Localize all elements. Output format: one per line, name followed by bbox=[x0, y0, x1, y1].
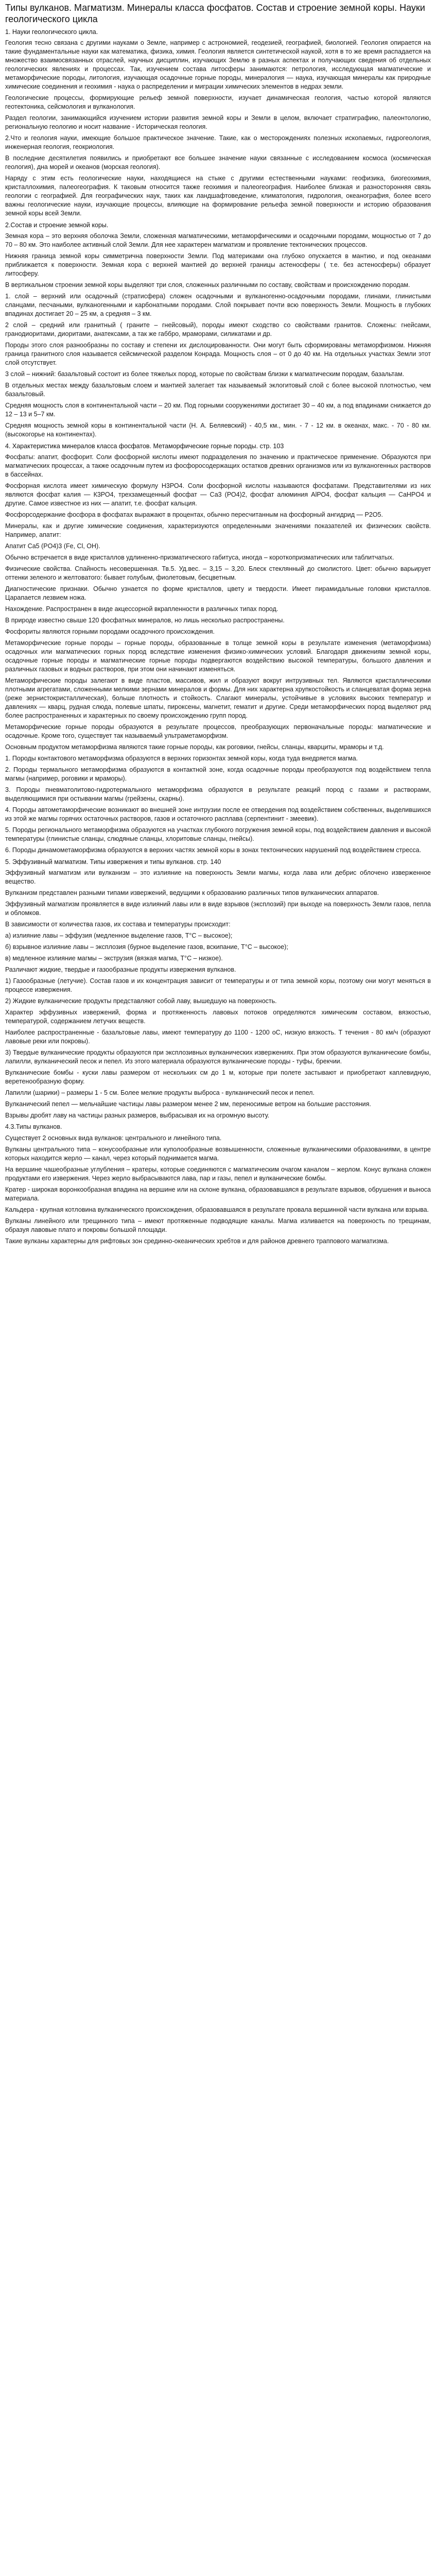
section-paragraph: в) медленное излияние магмы – экструзия (вязкая магма, Т°С – низкое). bbox=[5, 955, 223, 962]
section-paragraph: Фосфориты являются горными породами осадочного происхождения. bbox=[5, 628, 215, 635]
section-paragraph: 6. Породы динамометаморфизма образуются в верхних частях земной коры в зонах тектонических нарушений под воздействием стресса. bbox=[5, 846, 422, 854]
section-paragraph: Лапилли (шарики) – размеры 1 - 5 см. Более мелкие продукты выброса - вулканический песок и пепел. bbox=[5, 1089, 315, 1096]
document-section bbox=[5, 28, 431, 218]
section-paragraph: Физические свойства. Спайность несовершенная. Тв.5. Уд.вес. – 3,15 – 3,20. Блеск стеклянный до смолистого. Цвет: обычно варьирует оттенки зеленого и желтоватого: бывает голубым, фиолетовым, бесцветным. bbox=[5, 565, 431, 581]
section-paragraph: Минералы, как и другие химические соединения, характеризуются определенными значениями показателей их физических свойств. Например, апатит: bbox=[5, 522, 431, 538]
section-paragraph: Земная кора – это верхняя оболочка Земли, сложенная магматическими, метаморфическими и осадочными породами, мощностью от 7 до 70 – 80 км. Это наиболее активный слой Земли. Для нее характерен магматизм и проявление тектонических процессов. bbox=[5, 232, 431, 248]
section-paragraph: В последние десятилетия появились и приобретают все большее значение науки связанные с исследованием космоса (космическая геология), дна морей и океанов (морская геология). bbox=[5, 155, 431, 171]
section-heading: 5. Эффузивный магматизм. Типы извержения и типы вулканов. стр. 140 bbox=[5, 858, 221, 866]
section-paragraph: б) взрывное излияние лавы – эксплозия (бурное выделение газов, вскипание, Т°С – высокое); bbox=[5, 943, 288, 951]
section-paragraph: Нахождение. Распространен в виде акцессорной вкрапленности в различных типах пород. bbox=[5, 605, 278, 613]
section-paragraph: Геологические процессы, формирующие рельеф земной поверхности, изучает динамическая геология, частью которой являются геотектоника, сейсмология и вулканология. bbox=[5, 94, 431, 110]
section-heading: 2.Состав и строение земной коры. bbox=[5, 222, 109, 229]
section-paragraph: Обычно встречается в виде кристаллов удлиненно-призматического габитуса, иногда – короткопризматических или таблитчатых. bbox=[5, 554, 394, 561]
section-paragraph: Вулканы центрального типа – конусообразные или куполообразные возвышенности, сложенные вулканическими образованиями, в центре которых находится жерло — канал, через который поднимается магма. bbox=[5, 1146, 431, 1162]
section-paragraph: 2) Жидкие вулканические продукты представляют собой лаву, вышедшую на поверхность. bbox=[5, 997, 277, 1005]
section-paragraph: Характер эффузивных извержений, форма и протяженность лавовых потоков определяются химическим составом, вязкостью, температурой, содержанием летучих веществ. bbox=[5, 1009, 431, 1025]
section-paragraph: 2 слой – средний или гранитный ( граните – гнейсовый), породы имеют сходство со свойствами гранитов. Сложены: гнейсами, гранодиоритами, диоритами, анатексами, а так же габбро, мраморами, силикатами и др. bbox=[5, 321, 431, 337]
section-paragraph: На вершине чашеобразные углубления – кратеры, которые соединяются с магматическим очагом каналом – жерлом. Конус вулкана сложен продуктами его извержения. Через жерло выбрасываются лава, пар и газы, пепел и вулканические бомбы. bbox=[5, 1166, 431, 1182]
section-paragraph: 1. слой – верхний или осадочный (стратисфера) сложен осадочными и вулканогенно-осадочными породами, глинами, глинистыми сланцами, песчаными, вулканогенными и карбонатными породами. Слой покрывает почти всю поверхность Земли. Мощность в глубоких впадинах достигает 20 – 25 км, а средняя – 3 км. bbox=[5, 293, 431, 317]
document-body bbox=[5, 28, 431, 1246]
section-paragraph: Взрывы дробят лаву на частицы разных размеров, выбрасывая их на огромную высоту. bbox=[5, 1112, 270, 1119]
section-paragraph: 1. Породы контактового метаморфизма образуются в верхних горизонтах земной коры, когда туда внедряется магма. bbox=[5, 755, 358, 762]
document-section bbox=[5, 221, 431, 439]
section-paragraph: Породы этого слоя разнообразны по составу и степени их дислоцированности. Они могут быть сформированы метаморфизмом. Нижняя граница гранитного слоя называется сейсмической разделом Конрада. Мощность слоя – от 0 до 40 км. На отдельных участках Земли этот слой отсутствует. bbox=[5, 342, 431, 366]
section-paragraph: Наиболее распространенные - базальтовые лавы, имеют температуру до 1100 - 1200 оС, низкую вязкость. Т течения - 80 км/ч (образуют лавовые реки или покровы). bbox=[5, 1029, 431, 1045]
section-paragraph: Различают жидкие, твердые и газообразные продукты извержения вулканов. bbox=[5, 966, 236, 973]
section-paragraph: Вулканический пепел — мельчайшие частицы лавы размером менее 2 мм, переносимые ветром на большие расстояния. bbox=[5, 1100, 371, 1108]
section-heading: 4. Характеристика минералов класса фосфатов. Метаморфические горные породы. стр. 103 bbox=[5, 443, 284, 450]
section-paragraph: Вулканизм представлен разными типами извержений, ведущими к образованию различных типов вулканических аппаратов. bbox=[5, 889, 379, 896]
section-paragraph: Средняя мощность земной коры в континентальной части (Н. А. Беляевский) - 40,5 км., мин. - 7 - 12 км. в океанах, макс. - 70 - 80 км. (высокогорье на континентах). bbox=[5, 422, 431, 438]
section-paragraph: Метаморфические горные породы образуются в результате процессов, преобразующих первоначальные породы: магматические и осадочные. Кроме того, существует так называемый ультраметаморфизм. bbox=[5, 723, 431, 739]
section-paragraph: 3. Породы пневматолитово-гидротермального метаморфизма образуются в результате реакций пород с газами и растворами, выделяющимися при остывании магмы (грейзены, скарны). bbox=[5, 786, 431, 802]
section-paragraph: 3 слой – нижний: базальтовый состоит из более тяжелых пород, которые по свойствам близки к магматическим породам, базальтам. bbox=[5, 370, 405, 378]
section-paragraph: Средняя мощность слоя в континентальной части – 20 км. Под горными сооружениями достигает 30 – 40 км, а под впадинами снижается до 12 – 13 и 5–7 км. bbox=[5, 402, 431, 418]
section-paragraph: 4.3.Типы вулканов. bbox=[5, 1123, 62, 1130]
section-paragraph: Фосфорсодержание фосфора в фосфатах выражают в процентах, обычно пересчитанным на фосфорный ангидрид — Р2О5. bbox=[5, 511, 383, 518]
section-paragraph: 3) Твердые вулканические продукты образуются при эксплозивных вулканических извержениях. При этом образуются вулканические бомбы, лапилли, вулканический песок и пепел. Из этого материала образуются вулканические породы - туфы, брекчии. bbox=[5, 1049, 431, 1065]
section-paragraph: Такие вулканы характерны для рифтовых зон срединно-океанических хребтов и для районов древнего траппового магматизма. bbox=[5, 1238, 389, 1245]
document-section bbox=[5, 858, 431, 1246]
section-heading: 1. Науки геологического цикла. bbox=[5, 28, 98, 36]
section-paragraph: Геология тесно связана с другими науками о Земле, например с астрономией, геодезией, географией, биологией. Геология опирается на такие фундаментальные науки как математика, физика, химия. Геология является синтетической наукой, хотя в то же время распадается на множество взаимосвязанных отраслей, научных дисциплин, изучающих Землю в разных аспектах и получающих сведения об отдельных геологических явлениях и процессах. Так, изучением состава литосферы занимаются: петрология, исследующая магматические и метаморфические породы, литология, изучающая осадочные горные породы, минералогия — наука, изучающая минералы как природные химические соединения и геохимия - наука о распределении и миграции химических элементов в недрах земли. bbox=[5, 39, 431, 90]
document-section bbox=[5, 442, 431, 855]
section-paragraph: 2.Что и геология науки, имеющие большое практическое значение. Такие, как о месторождениях полезных ископаемых, гидрогеология, инженерная геология, геокриология. bbox=[5, 134, 431, 150]
section-paragraph: Наряду с этим есть геологические науки, находящиеся на стыке с другими естественными науками: геофизика, биогеохимия, кристаллохимия, палеогеография. К таковым относится также геохимия и палеогеография. Наиболее близкая и разносторонняя связь геологии с географией. Для географических наук, таких как ландшафтоведение, климатология, гидрология, океанография, более всего важны геологические науки, изучающие процессы, влияющие на формирование рельефа земной поверхности и историю образования земной коры всей Земли. bbox=[5, 175, 431, 217]
section-paragraph: 4. Породы автометаморфические возникают во внешней зоне интрузии после ее отвердения под воздействием собственных, выделившихся из этой же магмы горячих остаточных растворов, газов и остаточного расплава (серпентинит - змеевик). bbox=[5, 806, 431, 822]
section-paragraph: В природе известно свыше 120 фосфатных минералов, но лишь несколько распространены. bbox=[5, 617, 285, 624]
section-paragraph: Кальдера - крупная котловина вулканического происхождения, образовавшаяся в результате провала вершинной части вулкана или взрыва. bbox=[5, 1206, 429, 1213]
document-page bbox=[0, 0, 436, 1257]
section-paragraph: Кратер - широкая воронкообразная впадина на вершине или на склоне вулкана, образовавшаяся в результате взрывов, обрушения и выноса материала. bbox=[5, 1186, 431, 1202]
section-paragraph: Основным продуктом метаморфизма являются такие горные породы, как роговики, гнейсы, сланцы, кварциты, мраморы и т.д. bbox=[5, 743, 384, 751]
section-paragraph: Диагностические признаки. Обычно узнается по форме кристаллов, цвету и твердости. Имеет пирамидальные головки кристаллов. Царапается лезвием ножа. bbox=[5, 585, 431, 601]
section-paragraph: Фосфаты: апатит, фосфорит. Соли фосфорной кислоты имеют подразделения по значению и практическое применение. Образуются при магматических процессах, а также осадочным путем из фосфоросодержащих остатков древних организмов или из вулканогенных растворов в бассейнах. bbox=[5, 453, 431, 478]
section-paragraph: Апатит Ca5 (PO4)3 (Fe, Cl, OH). bbox=[5, 543, 100, 550]
section-paragraph: Вулканические бомбы - куски лавы размером от нескольких см до 1 м, которые при полете застывают и приобретают каплевидную, веретенообразную форму. bbox=[5, 1069, 431, 1085]
section-paragraph: Нижняя граница земной коры симметрична поверхности Земли. Под материками она глубоко опускается в мантию, и под океанами приближается к поверхности. Земная кора с верхней мантией до верхней границы астеносферы ( т.е. без астеносферы) образует литосферу. bbox=[5, 252, 431, 277]
section-paragraph: Метаморфические породы залегают в виде пластов, массивов, жил и образуют вокруг интрузивных тел. Являются кристаллическими плотными агрегатами, сложенными мелкими зернами минералов и формы. Для них характерна хрупкостойкость и сланцеватая форма зерна (реже зернистокристаллическая), больше плотность и стойкость. Слагают минералы, устойчивые в условиях высоких температур и давлениях — кварц, рудная слюда, полевые шпаты, пироксены, магнетит, гематит и другие. Среди метаморфических пород выделяют ряд более распространенных и характерных по своему происхождению групп пород. bbox=[5, 677, 431, 719]
section-paragraph: 5. Породы регионального метаморфизма образуются на участках глубокого погружения земной коры, под воздействием давления и высокой температуры (глинистые сланцы, слюдяные сланцы, хлоритовые сланцы, гнейсы). bbox=[5, 826, 431, 842]
section-paragraph: 2. Породы термального метаморфизма образуются в контактной зоне, когда осадочные породы преобразуются под воздействием тепла магмы (например, роговики и мраморы). bbox=[5, 766, 431, 782]
section-paragraph: Эффузивный магматизм проявляется в виде излияний лавы или в виде взрывов (эксплозий) при выходе на поверхность Земли газов, пепла и обломков. bbox=[5, 901, 431, 917]
section-paragraph: Эффузивный магматизм или вулканизм – это излияние на поверхность Земли магмы, когда лава или дебрис облочено изверженное вещество. bbox=[5, 869, 431, 885]
section-paragraph: В вертикальном строении земной коры выделяют три слоя, сложенных различными по составу, свойствам и происхождению породам. bbox=[5, 281, 410, 289]
page-title: Типы вулканов. Магматизм. Минералы класса фосфатов. Состав и строение земной коры. Науки геологического цикла bbox=[5, 3, 425, 24]
section-paragraph: Фосфорная кислота имеет химическую формулу Н3РО4. Соли фосфорной кислоты называются фосфатами. Представителями из них являются фосфат калия — К3РО4, трехзамещенный фосфат — Са3 (РО4)2, фосфат алюминия АlРО4, фосфат кальция — CaHPO4 и другие. Самое известное из них — апатит, т.е. фосфат кальция. bbox=[5, 482, 431, 507]
section-paragraph: Раздел геологии, занимающийся изучением истории развития земной коры и Земли в целом, включает стратиграфию, палеонтологию, региональную геологию и носит название - Историческая геология. bbox=[5, 114, 431, 130]
section-paragraph: Метаморфические горные породы – горные породы, образованные в толще земной коры в результате изменения (метаморфизма) осадочных или магматических горных пород вследствие изменения физико-химических условий. Благодаря движениям земной коры, осадочные горные породы и магматические горные породы подвергаются воздействию высокой температуры, большого давления и различных газовых и водных растворов, при этом они начинают изменяться. bbox=[5, 639, 431, 673]
section-paragraph: а) излияние лавы – эффузия (медленное выделение газов, Т°С – высокое); bbox=[5, 932, 233, 939]
section-paragraph: Вулканы линейного или трещинного типа – имеют протяженные подводящие каналы. Магма изливается на поверхность по трещинам, образуя лавовые плато и покровы большой площади. bbox=[5, 1217, 431, 1233]
section-paragraph: 1) Газообразные (летучие). Состав газов и их концентрация зависит от температуры и от типа земной коры, поэтому они могут меняться в процессе извержения. bbox=[5, 977, 431, 993]
section-paragraph: В зависимости от количества газов, их состава и температуры происходит: bbox=[5, 921, 231, 928]
section-paragraph: В отдельных местах между базальтовым слоем и мантией залегает так называемый эклогитовый слой с более высокой плотностью, чем базальтовый. bbox=[5, 382, 431, 398]
section-paragraph: Существует 2 основных вида вулканов: центрального и линейного типа. bbox=[5, 1134, 222, 1142]
